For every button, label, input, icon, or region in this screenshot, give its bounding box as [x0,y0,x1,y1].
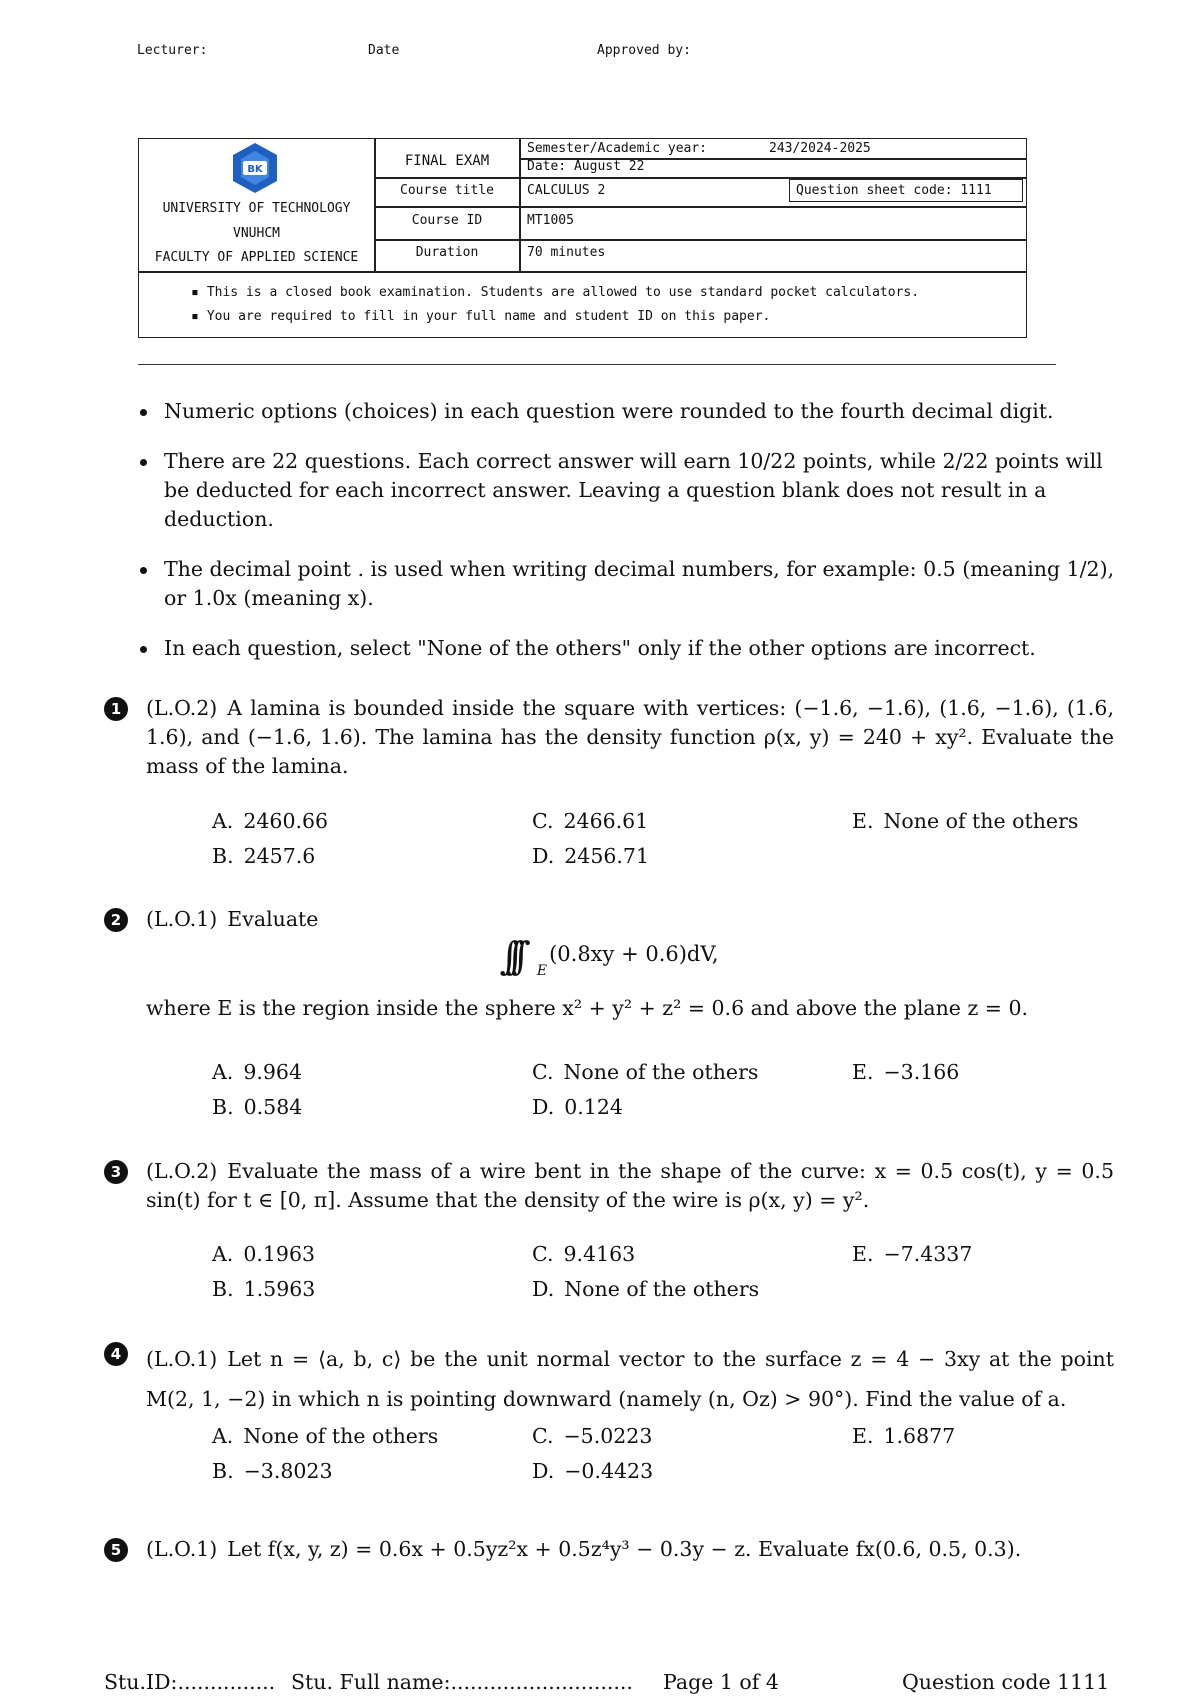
exam-rule: ▪ This is a closed book examination. Students are allowed to use standard pocket calculators. [191,281,919,305]
option-a[interactable]: A. 2460.66 [212,809,329,833]
instruction-item: In each question, select "None of the others" only if the other options are incorrect. [138,634,1118,663]
question-text-continued: where E is the region inside the sphere x² + y² + z² = 0.6 and above the plane z = 0. [146,996,1029,1020]
option-c[interactable]: C. None of the others [532,1060,759,1084]
question-number: 3 [104,1160,128,1184]
question-text: Let f(x, y, z) = 0.6x + 0.5yz²x + 0.5z⁴y³ − 0.3y − z. Evaluate fx(0.6, 0.5, 0.3). [227,1537,1022,1561]
question-text: Let n = ⟨a, b, c⟩ be the unit normal vector to the surface z = 4 − 3xy at the point M(2, 1, −2) in which n is pointing downward (namely (n, Oz) > 90°). Find the value of a. [146,1347,1114,1411]
option-b[interactable]: B. 1.5963 [212,1277,316,1301]
approved-by-label: Approved by: [597,43,691,58]
question-4 [104,1339,1114,1419]
exam-rules [191,281,919,329]
learning-outcome: (L.O.2) [146,696,218,720]
course-id-value: MT1005 [527,213,574,228]
course-title-value: CALCULUS 2 [527,183,606,198]
instruction-item: The decimal point . is used when writing decimal numbers, for example: 0.5 (meaning 1/2), or 1.0x (meaning x). [138,555,1118,613]
option-d[interactable]: D. 0.124 [532,1095,623,1119]
integrand: (0.8xy + 0.6)dV, [549,942,719,966]
question-2 [104,905,1114,1023]
option-b[interactable]: B. 2457.6 [212,844,316,868]
exam-header-table [138,138,1027,338]
faculty-name: FACULTY OF APPLIED SCIENCE [154,250,359,265]
date-label: Date [368,43,400,58]
option-c[interactable]: C. 2466.61 [532,809,649,833]
question-sheet-code: Question sheet code: 1111 [789,179,1023,202]
instruction-item: There are 22 questions. Each correct answer will earn 10/22 points, while 2/22 points will be deducted for each incorrect answer. Leaving a question blank does not result in a deduction. [138,447,1118,534]
instruction-item: Numeric options (choices) in each question were rounded to the fourth decimal digit. [138,397,1118,426]
option-b[interactable]: B. 0.584 [212,1095,303,1119]
option-c[interactable]: C. −5.0223 [532,1424,653,1448]
lecturer-label: Lecturer: [137,43,208,58]
student-name-field[interactable]: Stu. Full name:............................ [291,1670,633,1694]
learning-outcome: (L.O.1) [146,1537,218,1561]
integral-region: E [536,963,548,979]
campus-name: VNUHCM [233,226,280,241]
question-text: A lamina is bounded inside the square with vertices: (−1.6, −1.6), (1.6, −1.6), (1.6, 1.6), and (−1.6, 1.6). The lamina has the density function ρ(x, y) = 240 + xy². Evaluate the mass of the lamina. [146,696,1114,778]
semester-value: 243/2024-2025 [769,141,871,156]
question-number: 2 [104,908,128,932]
option-a[interactable]: A. 0.1963 [212,1242,316,1266]
option-b[interactable]: B. −3.8023 [212,1459,333,1483]
learning-outcome: (L.O.1) [146,1347,218,1371]
header-separator [138,364,1056,365]
question-number: 5 [104,1538,128,1562]
option-d[interactable]: D. None of the others [532,1277,760,1301]
duration-label: Duration [415,245,479,260]
option-a[interactable]: A. None of the others [212,1424,439,1448]
option-d[interactable]: D. −0.4423 [532,1459,654,1483]
university-name: UNIVERSITY OF TECHNOLOGY [162,201,351,216]
exam-type: FINAL EXAM [404,153,490,169]
question-5 [104,1535,1114,1564]
university-logo [227,141,283,197]
triple-integral: ∫∫∫ $_E$(0.8xy + 0.6)dV, [499,934,719,979]
question-text: Evaluate the mass of a wire bent in the shape of the curve: x = 0.5 cos(t), y = 0.5 sin(t) for t ∈ [0, π]. Assume that the density of the wire is ρ(x, y) = y². [146,1159,1114,1212]
course-title-label: Course title [400,183,494,198]
instructions-list [138,397,1118,684]
semester-label: Semester/Academic year: [527,141,708,156]
student-id-field[interactable]: Stu.ID:............... [104,1670,276,1694]
question-text: Evaluate [227,907,319,931]
learning-outcome: (L.O.2) [146,1159,218,1183]
question-1 [104,694,1114,781]
course-id-label: Course ID [411,213,483,228]
question-number: 4 [104,1342,128,1366]
exam-date: Date: August 22 [527,159,645,174]
question-number: 1 [104,697,128,721]
exam-rule: ▪ You are required to fill in your full name and student ID on this paper. [191,305,919,329]
option-c[interactable]: C. 9.4163 [532,1242,636,1266]
option-e[interactable]: E. −3.166 [852,1060,960,1084]
logo-text: BK [247,164,263,175]
learning-outcome: (L.O.1) [146,907,218,931]
option-e[interactable]: E. None of the others [852,809,1079,833]
question-code: Question code 1111 [902,1670,1110,1694]
duration-value: 70 minutes [527,245,606,260]
page-indicator: Page 1 of 4 [663,1670,779,1694]
option-e[interactable]: E. 1.6877 [852,1424,956,1448]
option-e[interactable]: E. −7.4337 [852,1242,973,1266]
option-d[interactable]: D. 2456.71 [532,844,650,868]
option-a[interactable]: A. 9.964 [212,1060,303,1084]
question-3 [104,1157,1114,1215]
